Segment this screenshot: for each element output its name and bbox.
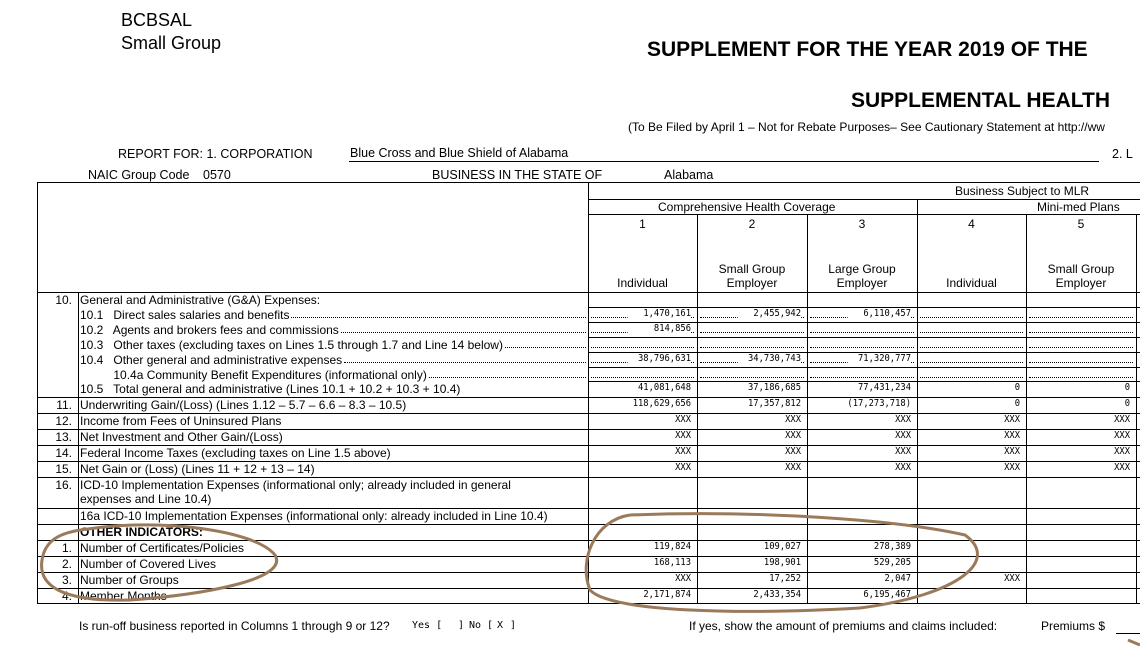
row-label: Number of Certificates/Policies	[80, 541, 245, 555]
cell-value: 17,252	[709, 573, 801, 584]
cell-value: 38,796,631	[628, 353, 691, 364]
cell-value: 71,320,777	[848, 353, 911, 364]
dot-leader	[429, 377, 586, 378]
row-label: Underwriting Gain/(Loss) (Lines 1.12 – 5.7 – 6.6 – 8.3 – 10.5)	[80, 398, 407, 412]
row-label: 10.2 Agents and brokers fees and commissions	[80, 323, 339, 337]
row-number: 12.	[55, 414, 72, 428]
cell-value: XXX	[1038, 446, 1130, 457]
report-for-label: REPORT FOR: 1. CORPORATION	[118, 147, 313, 161]
cell-value: 0	[1038, 398, 1130, 409]
value-leader	[1029, 347, 1133, 348]
cell-value: XXX	[600, 446, 691, 457]
value-leader	[700, 347, 804, 348]
cell-value: 77,431,234	[819, 382, 911, 393]
dot-leader	[505, 347, 586, 348]
value-leader	[700, 332, 804, 333]
runoff-no-checkbox[interactable]: X	[497, 620, 504, 631]
row-number: 1.	[61, 541, 72, 555]
value-leader	[700, 377, 804, 378]
value-leader	[920, 332, 1023, 333]
value-leader	[591, 377, 694, 378]
company-underline	[349, 161, 1099, 162]
value-leader	[920, 377, 1023, 378]
row-number: 11.	[56, 398, 72, 412]
report-for-item2: 2. L	[1112, 147, 1133, 161]
cell-value: 41,081,648	[600, 382, 691, 393]
cell-value: XXX	[600, 462, 691, 473]
value-leader	[591, 347, 694, 348]
annotation-stroke	[1128, 640, 1140, 645]
row-label: Net Gain or (Loss) (Lines 11 + 12 + 13 – 14)	[80, 462, 315, 476]
row-label: Income from Fees of Uninsured Plans	[80, 414, 282, 428]
runoff-question: Is run-off business reported in Columns 1 through 9 or 12?	[79, 619, 390, 633]
runoff-no-label: No [	[469, 620, 494, 631]
minimed-header: Mini-med Plans	[1037, 200, 1120, 214]
col-rule	[1136, 214, 1137, 603]
cell-value: 1,470,161	[628, 308, 691, 319]
cell-value: XXX	[819, 430, 911, 441]
row-number: 14.	[55, 446, 72, 460]
runoff-yes-checkbox[interactable]: ]	[458, 620, 465, 631]
filing-note: (To Be Filed by April 1 – Not for Rebate Purposes– See Cautionary Statement at http://ww	[628, 120, 1105, 134]
value-leader	[1029, 332, 1133, 333]
cell-value: XXX	[929, 462, 1020, 473]
value-leader	[1029, 317, 1133, 318]
cell-value: XXX	[819, 446, 911, 457]
row-label: 10.5 Total general and administrative (Lines 10.1 + 10.2 + 10.3 + 10.4)	[80, 382, 461, 396]
group-header: Business Subject to MLR	[955, 184, 1090, 198]
cell-value: XXX	[1038, 462, 1130, 473]
dot-leader	[341, 332, 586, 333]
column-label: Large Group Employer	[828, 262, 896, 290]
row-label: Member Months	[80, 589, 167, 603]
row-rule	[588, 337, 1140, 338]
cell-value: XXX	[819, 462, 911, 473]
company-short-name: BCBSAL	[121, 10, 193, 30]
cell-value: XXX	[1038, 430, 1130, 441]
row-number: 15.	[55, 462, 72, 476]
cell-value: 6,110,457	[848, 308, 911, 319]
column-number: 2	[748, 217, 756, 231]
premiums-label: Premiums $	[1041, 619, 1106, 633]
value-leader	[920, 347, 1023, 348]
row-number: 16.	[55, 478, 72, 492]
row-label: 10.3 Other taxes (excluding taxes on Lines 1.5 through 1.7 and Line 14 below)	[80, 338, 503, 352]
cell-value: XXX	[929, 414, 1020, 425]
column-number: 3	[858, 217, 866, 231]
cell-value: 814,856	[628, 323, 691, 334]
dot-leader	[291, 317, 586, 318]
column-number: 4	[968, 217, 975, 231]
row-rule	[37, 588, 1140, 589]
cell-value: 109,027	[709, 541, 801, 552]
naic-code: 0570	[203, 168, 231, 182]
value-leader	[920, 317, 1023, 318]
column-label: Small Group Employer	[718, 262, 786, 290]
row-number: 3.	[61, 573, 72, 587]
row-number: 4.	[61, 589, 72, 603]
cell-value: 37,186,685	[709, 382, 801, 393]
col-rule	[917, 199, 918, 214]
cell-value: 2,433,354	[709, 589, 801, 600]
business-state-label: BUSINESS IN THE STATE OF	[432, 168, 603, 182]
cell-value: 0	[1038, 382, 1130, 393]
row-label: Federal Income Taxes (excluding taxes on Line 1.5 above)	[80, 446, 391, 460]
cell-value: 168,113	[600, 557, 691, 568]
cell-value: 34,730,743	[738, 353, 801, 364]
cell-value: XXX	[709, 414, 801, 425]
dot-leader	[344, 362, 586, 363]
cell-value: (17,273,718)	[819, 398, 911, 409]
column-label: Individual	[946, 276, 997, 290]
value-leader	[810, 377, 914, 378]
cell-value: 2,047	[819, 573, 911, 584]
column-number: 1	[639, 217, 646, 231]
cell-value: 6,195,467	[819, 589, 911, 600]
cell-value: 198,901	[709, 557, 801, 568]
cell-value: 278,389	[819, 541, 911, 552]
cell-value: XXX	[709, 462, 801, 473]
row-rule	[588, 367, 1140, 368]
row-number: 13.	[55, 430, 72, 444]
runoff-yes-label: Yes [	[412, 620, 443, 631]
value-leader	[920, 362, 1023, 363]
cell-value: 2,455,942	[738, 308, 801, 319]
column-number: 5	[1077, 217, 1085, 231]
cell-value: 529,205	[819, 557, 911, 568]
cell-value: XXX	[929, 573, 1020, 584]
value-leader	[1029, 377, 1133, 378]
row-label: Number of Covered Lives	[80, 557, 217, 571]
row-label-continued: expenses and Line 10.4)	[80, 492, 212, 506]
row-label: 16a ICD-10 Implementation Expenses (informational only: already included in Line 10.4)	[80, 509, 548, 523]
cell-value: XXX	[709, 430, 801, 441]
row-label: General and Administrative (G&A) Expenses:	[80, 293, 321, 307]
premiums-prompt: If yes, show the amount of premiums and claims included:	[689, 619, 998, 633]
cell-value: 0	[929, 398, 1020, 409]
row-label: Net Investment and Other Gain/(Loss)	[80, 430, 283, 444]
row-label: 10.1 Direct sales salaries and benefits	[80, 308, 290, 322]
cell-value: XXX	[819, 414, 911, 425]
header-rule	[588, 214, 1140, 215]
cell-value: XXX	[600, 430, 691, 441]
row-label: Number of Groups	[80, 573, 179, 587]
runoff-no-close: ]	[510, 620, 517, 631]
business-state: Alabama	[664, 168, 714, 182]
cell-value: XXX	[1038, 414, 1130, 425]
cell-value: XXX	[929, 446, 1020, 457]
cell-value: 0	[929, 382, 1020, 393]
value-leader	[1029, 362, 1133, 363]
row-label: 10.4 Other general and administrative expenses	[80, 353, 343, 367]
company-segment: Small Group	[121, 33, 222, 53]
cell-value: 119,824	[600, 541, 691, 552]
cell-value: 17,357,812	[709, 398, 801, 409]
naic-label: NAIC Group Code	[88, 168, 190, 182]
cell-value: XXX	[929, 430, 1020, 441]
row-label: ICD-10 Implementation Expenses (informational only; already included in general	[80, 478, 511, 492]
col-rule	[917, 214, 918, 603]
cell-value: 2,171,874	[600, 589, 691, 600]
row-number: 2.	[61, 557, 72, 571]
row-label: OTHER INDICATORS:	[80, 525, 203, 539]
row-number: 10.	[55, 293, 72, 307]
page-subtitle: SUPPLEMENTAL HEALTH	[851, 89, 1111, 112]
row-label: 10.4a Community Benefit Expenditures (informational only)	[80, 368, 427, 382]
cell-value: XXX	[600, 414, 691, 425]
comprehensive-header: Comprehensive Health Coverage	[658, 200, 836, 214]
report-for-company: Blue Cross and Blue Shield of Alabama	[350, 146, 569, 160]
table-bottom-rule	[37, 603, 1140, 604]
cell-value: XXX	[600, 573, 691, 584]
column-label: Individual	[617, 276, 668, 290]
cell-value: XXX	[709, 446, 801, 457]
value-leader	[810, 332, 914, 333]
value-leader	[810, 347, 914, 348]
column-label: Small Group Employer	[1047, 262, 1115, 290]
premiums-field[interactable]	[1116, 633, 1140, 634]
page-title: SUPPLEMENT FOR THE YEAR 2019 OF THE	[647, 38, 1088, 61]
cell-value: 118,629,656	[600, 398, 691, 409]
